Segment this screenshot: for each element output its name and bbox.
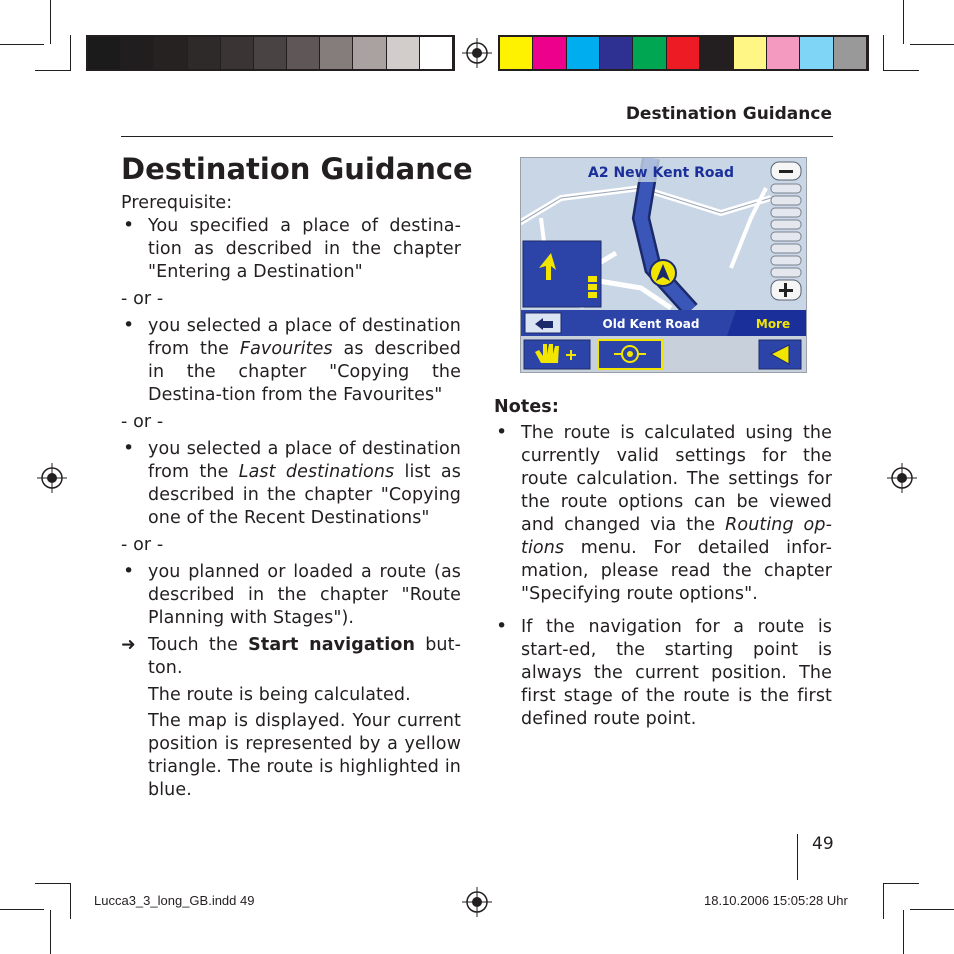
instruction-step: ➜ Touch the Start navigation but-ton.	[121, 635, 461, 678]
result-text: The route is being calculated.	[148, 685, 411, 705]
list-item: • you selected a place of destination from the Favourites as described in the chapter "Copying the Destina-tion from the Favourites"	[123, 314, 461, 405]
color-swatch	[88, 37, 121, 69]
color-swatch	[420, 37, 453, 69]
registration-mark-icon	[462, 38, 492, 68]
color-swatch	[320, 37, 353, 69]
color-bar-grayscale	[86, 35, 455, 71]
color-swatch	[154, 37, 187, 69]
crop-mark	[0, 44, 44, 45]
crop-mark	[883, 70, 919, 71]
list-item: • You specified a place of destina-tion as described in the chapter "Entering a Destination"	[123, 214, 461, 282]
color-swatch	[387, 37, 420, 69]
hand-pan-icon[interactable]	[524, 340, 590, 369]
color-bar-process	[498, 35, 869, 71]
turn-arrow-icon	[523, 241, 601, 307]
position-triangle-icon	[650, 260, 676, 286]
color-swatch	[667, 37, 700, 69]
color-swatch	[700, 37, 733, 69]
crop-mark	[0, 909, 44, 910]
slug-date: 18.10.2006 15:05:28 Uhr	[704, 893, 848, 908]
crop-mark	[35, 883, 71, 884]
or-separator: - or -	[121, 289, 164, 309]
color-swatch	[500, 37, 533, 69]
bullet-icon: •	[123, 437, 135, 459]
crop-mark	[35, 70, 71, 71]
bullet-icon: •	[496, 421, 508, 443]
color-swatch	[767, 37, 800, 69]
color-swatch	[254, 37, 287, 69]
header-rule	[121, 136, 833, 137]
notes-heading: Notes:	[494, 397, 559, 417]
street-name-top: A2 New Kent Road	[588, 165, 734, 181]
color-swatch	[600, 37, 633, 69]
or-separator: - or -	[121, 412, 164, 432]
right-column	[494, 396, 832, 735]
color-swatch	[834, 37, 867, 69]
page-number: 49	[812, 834, 834, 854]
back-icon[interactable]	[525, 313, 561, 333]
crop-mark	[883, 883, 884, 919]
registration-mark-icon	[887, 463, 917, 493]
crop-mark	[70, 35, 71, 71]
crop-mark	[70, 883, 71, 919]
crop-mark	[883, 35, 884, 71]
color-swatch	[353, 37, 386, 69]
target-icon[interactable]	[598, 340, 662, 369]
bullet-icon: •	[496, 615, 508, 637]
color-swatch	[188, 37, 221, 69]
page-title: Destination Guidance	[121, 152, 473, 186]
color-swatch	[287, 37, 320, 69]
navigation-screenshot	[520, 157, 807, 373]
list-item: • If the navigation for a route is start-ed, the starting point is always the current position. The first stage of the route is the first defined route point.	[496, 615, 832, 729]
slug-file: Lucca3_3_long_GB.indd 49	[94, 893, 255, 908]
list-item: • The route is calculated using the currently valid settings for the route calculation. The settings for the route options can be viewed and changed via the Routing op-tions menu. For detailed infor-mation, please read the chapter "Specifying route options".	[496, 421, 832, 604]
color-swatch	[121, 37, 154, 69]
running-header: Destination Guidance	[625, 104, 832, 124]
or-separator: - or -	[121, 535, 164, 555]
crop-mark	[883, 883, 919, 884]
street-name-bottom: Old Kent Road	[602, 317, 700, 331]
list-item: • you planned or loaded a route (as described in the chapter "Route Planning with Stages").	[123, 560, 461, 628]
crop-mark	[910, 44, 954, 45]
more-button[interactable]	[727, 310, 806, 336]
color-swatch	[800, 37, 833, 69]
crop-mark	[903, 910, 904, 954]
left-column	[121, 192, 461, 802]
registration-mark-icon	[462, 887, 492, 917]
crop-mark	[50, 910, 51, 954]
crop-mark	[50, 0, 51, 44]
bullet-icon: •	[123, 314, 135, 336]
color-swatch	[567, 37, 600, 69]
color-swatch	[221, 37, 254, 69]
arrow-right-icon: ➜	[121, 635, 136, 655]
svg-text:More: More	[755, 317, 791, 331]
left-arrow-icon[interactable]	[759, 340, 801, 369]
list-item: • you selected a place of destination from the Last destinations list as described in the chapter "Copying one of the Recent Destinations"	[123, 437, 461, 528]
registration-mark-icon	[37, 463, 67, 493]
result-text: The map is displayed. Your current position is represented by a yellow triangle. The route is highlighted in blue.	[148, 711, 461, 800]
map-view	[521, 158, 806, 372]
page-number-rule	[797, 834, 798, 880]
zoom-out-icon[interactable]	[771, 162, 801, 180]
bullet-icon: •	[123, 214, 135, 236]
zoom-in-icon[interactable]	[771, 280, 801, 300]
color-swatch	[633, 37, 666, 69]
bullet-icon: •	[123, 560, 135, 582]
crop-mark	[903, 0, 904, 44]
prerequisite-label: Prerequisite:	[121, 193, 233, 213]
color-swatch	[734, 37, 767, 69]
crop-mark	[910, 909, 954, 910]
color-swatch	[533, 37, 566, 69]
